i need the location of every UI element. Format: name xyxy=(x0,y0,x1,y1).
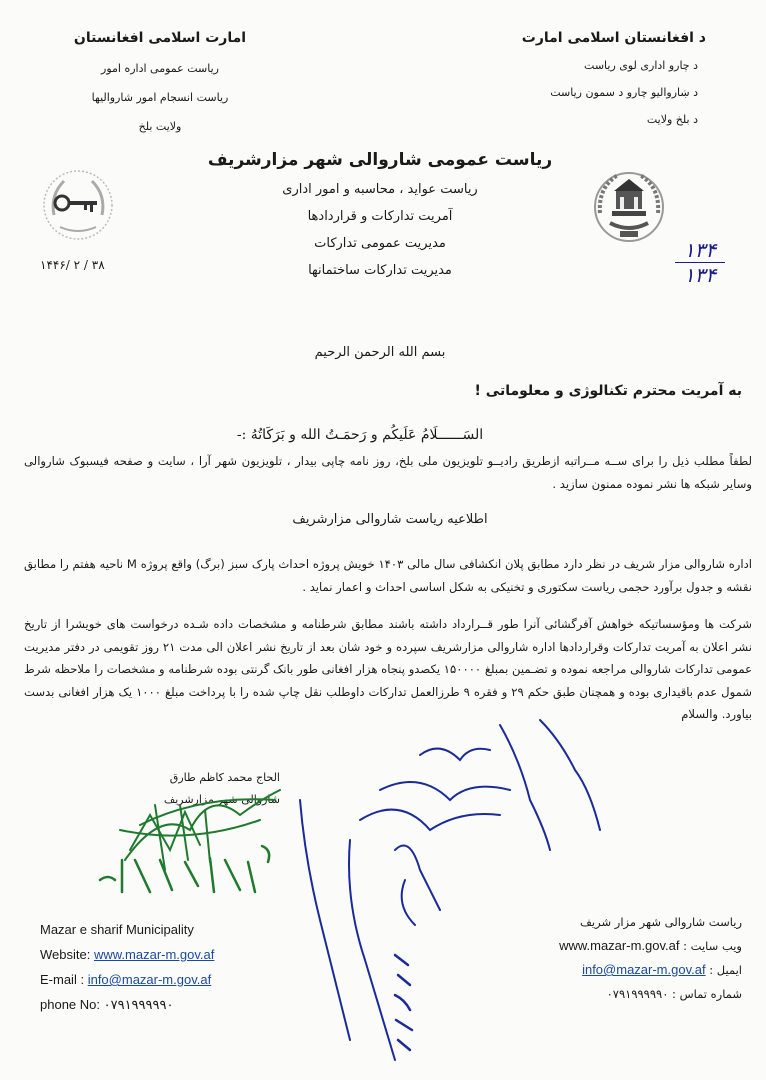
announcement-title: اطلاعیه ریاست شاروالی مزارشریف xyxy=(292,512,488,527)
header-right xyxy=(506,30,706,133)
website-label-en: Website: xyxy=(40,947,91,962)
signatory-name: الحاج محمد کاظم طارق xyxy=(169,771,280,784)
project-paragraph: اداره شاروالی مزار شریف در نظر دارد مطابق پلان انکشافی سال مالی ۱۴۰۳ خویش پروژه احداث پارک سبز (برگ) واقع پروژه M ناحیه هفتم را مطابق نقشه و جدول برآورد حجمی ریاست سکتوری و تخنیکی به شکل اساسی احداث و اعمار نماید . xyxy=(24,557,752,594)
department-line1: ریاست عواید ، محاسبه و امور اداری xyxy=(282,182,478,197)
bidding-paragraph: شرکت ها ومؤسساتیکه خواهش آفرگشائی آنرا طور قــرارداد داشته باشند مطابق شرطنامه و مشخصات داده شـده درخواست های خویشرا از تاریخ نشر اعلان به آمریت تدارکات وقراردادها اداره شاروالی مزارشریف سپرده و خود شان بعد از تاریخ نشر اعلان الی مدت ۲۱ روز تقویمی در دفتر مدیریت عمومی تدارکات شاروالی مراجعه نموده و تضـمین بمبلغ ۱۵۰۰۰۰ یکصدو پنجاه هزار افغانی طور بانک گرنتی بوده شرطنامه و مشخصات را ملاحظه شرط شمول عدم باقیداری بوده و همچنان طبق حکم ۲۹ و فقره ۹ طرزالعمل تدارکات داوطلب نقل چاپ شده را با پرداخت مبلغ ۱۰۰۰ یک هزار افغانی بدست بیاورد. والسلام xyxy=(24,617,753,721)
footer-org-en: Mazar e sharif Municipality xyxy=(40,922,194,937)
department-line2: آمریت تدارکات و قراردادها xyxy=(307,209,453,224)
email-link-fa[interactable]: info@mazar-m.gov.af xyxy=(582,962,706,977)
header-right-line3: د بلخ ولایت xyxy=(646,113,698,126)
footer-org-fa: ریاست شاروالی شهر مزار شریف xyxy=(580,915,742,929)
hand-number-top: ۱۳۴ xyxy=(683,238,717,262)
website-link-en[interactable]: www.mazar-m.gov.af xyxy=(93,947,215,962)
header-right-title: د افغانستان اسلامی امارت xyxy=(521,30,706,46)
website-link-fa[interactable]: www.mazar-m.gov.af xyxy=(559,938,680,953)
basmala: بسم الله الرحمن الرحیم xyxy=(314,345,446,360)
header-right-line2: د ښاروالیو چارو د سمون ریاست xyxy=(550,86,698,99)
footer-email-row-en: E-mail : info@mazar-m.gov.af xyxy=(40,972,212,987)
footer-website-row-en xyxy=(40,942,214,967)
header-left xyxy=(60,30,260,141)
header-right-line1: د چارو اداری لوی ریاست xyxy=(584,59,698,72)
header-left-line2: ریاست انسجام امور شاروالیها xyxy=(91,91,229,104)
header-left-title: امارت اسلامی افغانستان xyxy=(73,30,247,46)
phone-number-en: ۰۷۹۱۹۹۹۹۹۰ xyxy=(103,997,174,1012)
blue-handwritten-date xyxy=(395,955,412,1050)
national-emblem-seal xyxy=(590,165,668,247)
phone-number-fa: ۰۷۹۱۹۹۹۹۹۰ xyxy=(606,987,669,1001)
hand-number-bottom: ۱۳۴ xyxy=(683,263,717,287)
footer-phone-row-en xyxy=(40,992,214,1017)
header-left-line1: ریاست عمومی اداره امور xyxy=(101,62,219,75)
signatory-block xyxy=(150,767,280,811)
department-line3: مدیریت عمومی تدارکات xyxy=(314,236,446,251)
footer-dari xyxy=(559,910,742,1006)
footer-website-row-fa xyxy=(559,934,742,958)
email-link-en[interactable]: info@mazar-m.gov.af xyxy=(87,972,212,987)
footer-email-row-fa xyxy=(559,958,742,982)
phone-label-fa: شماره تماس : xyxy=(672,987,742,1001)
footer-english xyxy=(40,917,214,1017)
department-line4: مدیریت تدارکات ساختمانها xyxy=(308,263,452,278)
green-signature-date xyxy=(100,846,269,892)
document-date: ۱۴۴۶/ ۲ / ۳۸ xyxy=(40,258,105,272)
municipality-title: ریاست عمومی شاروالی شهر مزارشریف xyxy=(207,150,553,170)
signatory-title: شاروالی شهر مزارشریف xyxy=(163,793,280,806)
header-left-line3: ولایت بلخ xyxy=(138,120,182,133)
key-emblem-seal xyxy=(40,165,116,245)
greeting: السَــــــلَامُ عَلَيكُم و رَحمَـتُ الله و بَرَكَاتُهُ :- xyxy=(236,427,484,443)
footer-phone-row-fa xyxy=(559,982,742,1006)
addressee: به آمریت محترم تکنالوژی و معلوماتی ! xyxy=(474,383,742,399)
request-paragraph: لطفاً مطلب ذیل را برای ســه مــراتبه ازطریق رادیــو تلویزیون ملی بلخ، روز نامه چاپی بیدار ، تلویزیون شهر آرا ، سایت و صفحه فیسبوک شاروالی وسایر شبکه ها نشر نموده ممنون سازید . xyxy=(24,454,752,491)
department-titles xyxy=(180,150,580,278)
blue-handwritten-note xyxy=(300,720,600,1060)
email-label-en: E-mail xyxy=(40,972,77,987)
phone-label-en: phone No: xyxy=(40,997,100,1012)
email-label-fa: ایمیل : xyxy=(709,963,742,977)
website-label-fa: ویب سایت : xyxy=(683,939,742,953)
handwritten-reference-number xyxy=(675,238,725,287)
